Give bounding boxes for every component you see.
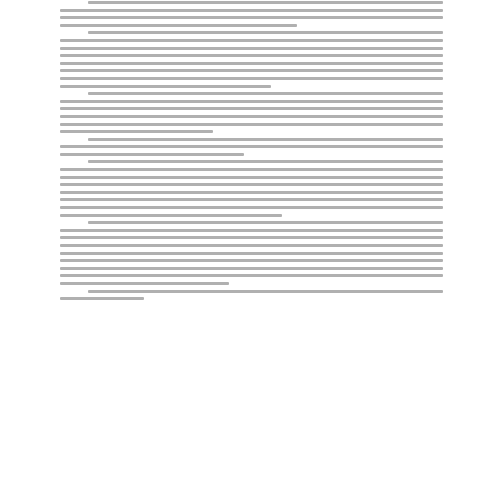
text-line (88, 160, 443, 163)
text-line (88, 31, 443, 34)
text-line (88, 92, 443, 95)
text-line (88, 221, 443, 224)
text-line (60, 191, 443, 194)
text-line (60, 145, 443, 148)
paragraph (60, 138, 443, 156)
text-line (60, 259, 443, 262)
text-line (60, 244, 443, 247)
text-line (60, 85, 271, 88)
text-column (60, 0, 443, 305)
text-line (60, 123, 443, 126)
text-line (60, 39, 443, 42)
text-line (60, 236, 443, 239)
text-line (60, 214, 282, 217)
text-line (60, 16, 443, 19)
text-line (88, 138, 443, 141)
text-line (60, 206, 443, 209)
text-line (60, 24, 297, 27)
text-line (88, 1, 443, 4)
text-line (60, 229, 443, 232)
text-line (60, 153, 244, 156)
text-line (60, 69, 443, 72)
text-line (60, 9, 443, 12)
text-line (60, 297, 144, 300)
text-line (60, 77, 443, 80)
text-line (60, 62, 443, 65)
text-line (60, 267, 443, 270)
text-line (60, 100, 443, 103)
paragraph (60, 1, 443, 27)
text-line (60, 130, 213, 133)
text-line (60, 47, 443, 50)
text-line (60, 252, 443, 255)
text-line (60, 274, 443, 277)
text-line (60, 176, 443, 179)
paragraph (60, 290, 443, 301)
text-line (60, 115, 443, 118)
paragraph (60, 160, 443, 216)
text-line (60, 183, 443, 186)
text-line (60, 198, 443, 201)
text-line (60, 107, 443, 110)
text-line (60, 54, 443, 57)
text-line (60, 282, 229, 285)
paragraph (60, 31, 443, 87)
text-line (88, 290, 443, 293)
paragraph (60, 92, 443, 133)
text-line (60, 168, 443, 171)
paragraph (60, 221, 443, 285)
